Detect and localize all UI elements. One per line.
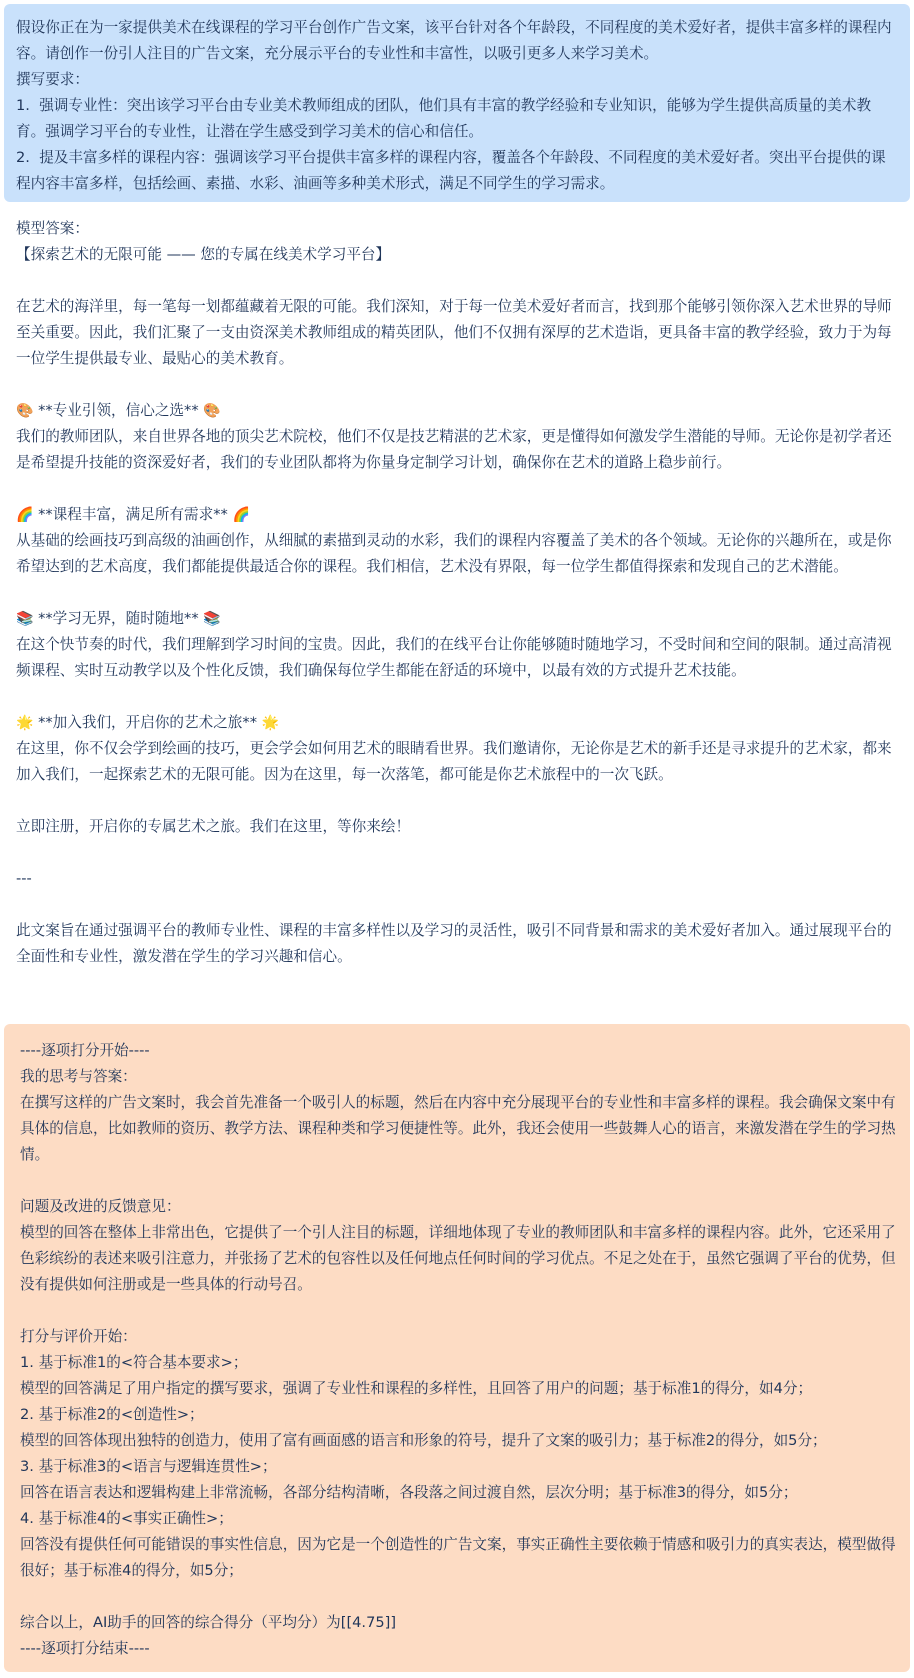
star-icon: 🌟 [261, 715, 280, 731]
section-heading-text: **加入我们，开启你的艺术之旅** [38, 714, 257, 731]
section-heading-text: **专业引领，信心之选** [38, 402, 199, 419]
review-end: ----逐项打分结束---- [20, 1640, 150, 1657]
feedback-label: 问题及改进的反馈意见： [20, 1198, 181, 1215]
criterion-2-text: 模型的回答体现出独特的创造力，使用了富有画面感的语言和形象的符号，提升了文案的吸引力；基于标准2的得分，如5分； [20, 1432, 827, 1449]
section-heading-3 [16, 606, 902, 632]
rainbow-icon: 🌈 [232, 507, 250, 523]
section-text-4: 在这里，你不仅会学到绘画的技巧，更会学会如何用艺术的眼睛看世界。我们邀请你，无论你是艺术的新手还是寻求提升的艺术家，都来加入我们，一起探索艺术的无限可能。因为在这里，每一次落笔，都可能是你艺术旅程中的一次飞跃。 [16, 740, 892, 783]
section-heading-4 [16, 710, 902, 736]
divider: --- [16, 870, 32, 887]
answer-title: 【探索艺术的无限可能 —— 您的专属在线美术学习平台】 [16, 246, 391, 263]
review-box [4, 1024, 910, 1672]
section-text-2: 从基础的绘画技巧到高级的油画创作，从细腻的素描到灵动的水彩，我们的课程内容覆盖了美术的各个领域。无论你的兴趣所在，或是你希望达到的艺术高度，我们都能提供最适合你的课程。我们相信，艺术没有界限，每一位学生都值得探索和发现自己的艺术潜能。 [16, 532, 892, 575]
section-text-3: 在这个快节奏的时代，我们理解到学习时间的宝贵。因此，我们的在线平台让你能够随时随地学习，不受时间和空间的限制。通过高清视频课程、实时互动教学以及个性化反馈，我们确保每位学生都能在舒适的环境中，以最有效的方式提升艺术技能。 [16, 636, 892, 679]
answer-para-1: 在艺术的海洋里，每一笔每一划都蕴藏着无限的可能。我们深知，对于每一位美术爱好者而言，找到那个能够引领你深入艺术世界的导师至关重要。因此，我们汇聚了一支由资深美术教师组成的精英团队，他们不仅拥有深厚的艺术造诣，更具备丰富的教学经验，致力于为每一位学生提供最专业、最贴心的美术教育。 [16, 298, 892, 367]
rainbow-icon: 🌈 [16, 507, 34, 523]
requirement-2: 2. 提及丰富多样的课程内容：强调该学习平台提供丰富多样的课程内容，覆盖各个年龄段、不同程度的美术爱好者。突出平台提供的课程内容丰富多样，包括绘画、素描、水彩、油画等多种美术形式，满足不同学生的学习需求。 [16, 149, 886, 192]
palette-icon: 🎨 [16, 403, 34, 419]
books-icon: 📚 [203, 611, 221, 627]
closing-note: 此文案旨在通过强调平台的教师专业性、课程的丰富多样性以及学习的灵活性，吸引不同背景和需求的美术爱好者加入。通过展现平台的全面性和专业性，激发潜在学生的学习兴趣和信心。 [16, 922, 892, 965]
feedback-text: 模型的回答在整体上非常出色，它提供了一个引人注目的标题，详细地体现了专业的教师团队和丰富多样的课程内容。此外，它还采用了色彩缤纷的表述来吸引注意力，并张扬了艺术的包容性以及任何地点任何时间的学习优点。不足之处在于，虽然它强调了平台的优势，但没有提供如何注册或是一些具体的行动号召。 [20, 1224, 896, 1293]
section-heading-1 [16, 398, 902, 424]
model-answer [16, 216, 902, 970]
call-to-action: 立即注册，开启你的专属艺术之旅。我们在这里，等你来绘！ [16, 818, 411, 835]
star-icon: 🌟 [16, 715, 34, 731]
answer-label: 模型答案： [16, 220, 89, 237]
requirement-1: 1. 强调专业性：突出该学习平台由专业美术教师组成的团队，他们具有丰富的教学经验和专业知识，能够为学生提供高质量的美术教育。强调学习平台的专业性，让潜在学生感受到学习美术的信心和信任。 [16, 97, 872, 140]
requirements-label: 撰写要求： [16, 71, 89, 88]
section-heading-text: **学习无界，随时随地** [38, 610, 199, 627]
prompt-intro: 假设你正在为一家提供美术在线课程的学习平台创作广告文案，该平台针对各个年龄段，不同程度的美术爱好者，提供丰富多样的课程内容。请创作一份引人注目的广告文案，充分展示平台的专业性和丰富性，以吸引更多人来学习美术。 [16, 19, 892, 62]
section-heading-text: **课程丰富，满足所有需求** [38, 506, 228, 523]
section-heading-2 [16, 502, 902, 528]
prompt-box [4, 4, 910, 202]
criterion-4-title: 4. 基于标准4的<事实正确性>； [20, 1510, 233, 1527]
criterion-3-text: 回答在语言表达和逻辑构建上非常流畅，各部分结构清晰，各段落之间过渡自然，层次分明；基于标准3的得分，如5分； [20, 1484, 798, 1501]
criterion-2-title: 2. 基于标准2的<创造性>； [20, 1406, 204, 1423]
criterion-4-text: 回答没有提供任何可能错误的事实性信息，因为它是一个创造性的广告文案，事实正确性主要依赖于情感和吸引力的真实表达，模型做得很好；基于标准4的得分，如5分； [20, 1536, 896, 1579]
palette-icon: 🎨 [203, 403, 221, 419]
books-icon: 📚 [16, 611, 34, 627]
scoring-label: 打分与评价开始： [20, 1328, 137, 1345]
criterion-3-title: 3. 基于标准3的<语言与逻辑连贯性>； [20, 1458, 277, 1475]
review-start: ----逐项打分开始---- [20, 1042, 150, 1059]
thought-label: 我的思考与答案： [20, 1068, 137, 1085]
thought-text: 在撰写这样的广告文案时，我会首先准备一个吸引人的标题，然后在内容中充分展现平台的专业性和丰富多样的课程。我会确保文案中有具体的信息，比如教师的资历、教学方法、课程种类和学习便捷性等。此外，我还会使用一些鼓舞人心的语言，来激发潜在学生的学习热情。 [20, 1094, 896, 1163]
score-summary: 综合以上，AI助手的回答的综合得分（平均分）为[[4.75]] [20, 1614, 397, 1631]
criterion-1-text: 模型的回答满足了用户指定的撰写要求，强调了专业性和课程的多样性，且回答了用户的问题；基于标准1的得分，如4分； [20, 1380, 813, 1397]
criterion-1-title: 1. 基于标准1的<符合基本要求>； [20, 1354, 248, 1371]
section-text-1: 我们的教师团队，来自世界各地的顶尖艺术院校，他们不仅是技艺精湛的艺术家，更是懂得如何激发学生潜能的导师。无论你是初学者还是希望提升技能的资深爱好者，我们的专业团队都将为你量身定制学习计划，确保你在艺术的道路上稳步前行。 [16, 428, 892, 471]
